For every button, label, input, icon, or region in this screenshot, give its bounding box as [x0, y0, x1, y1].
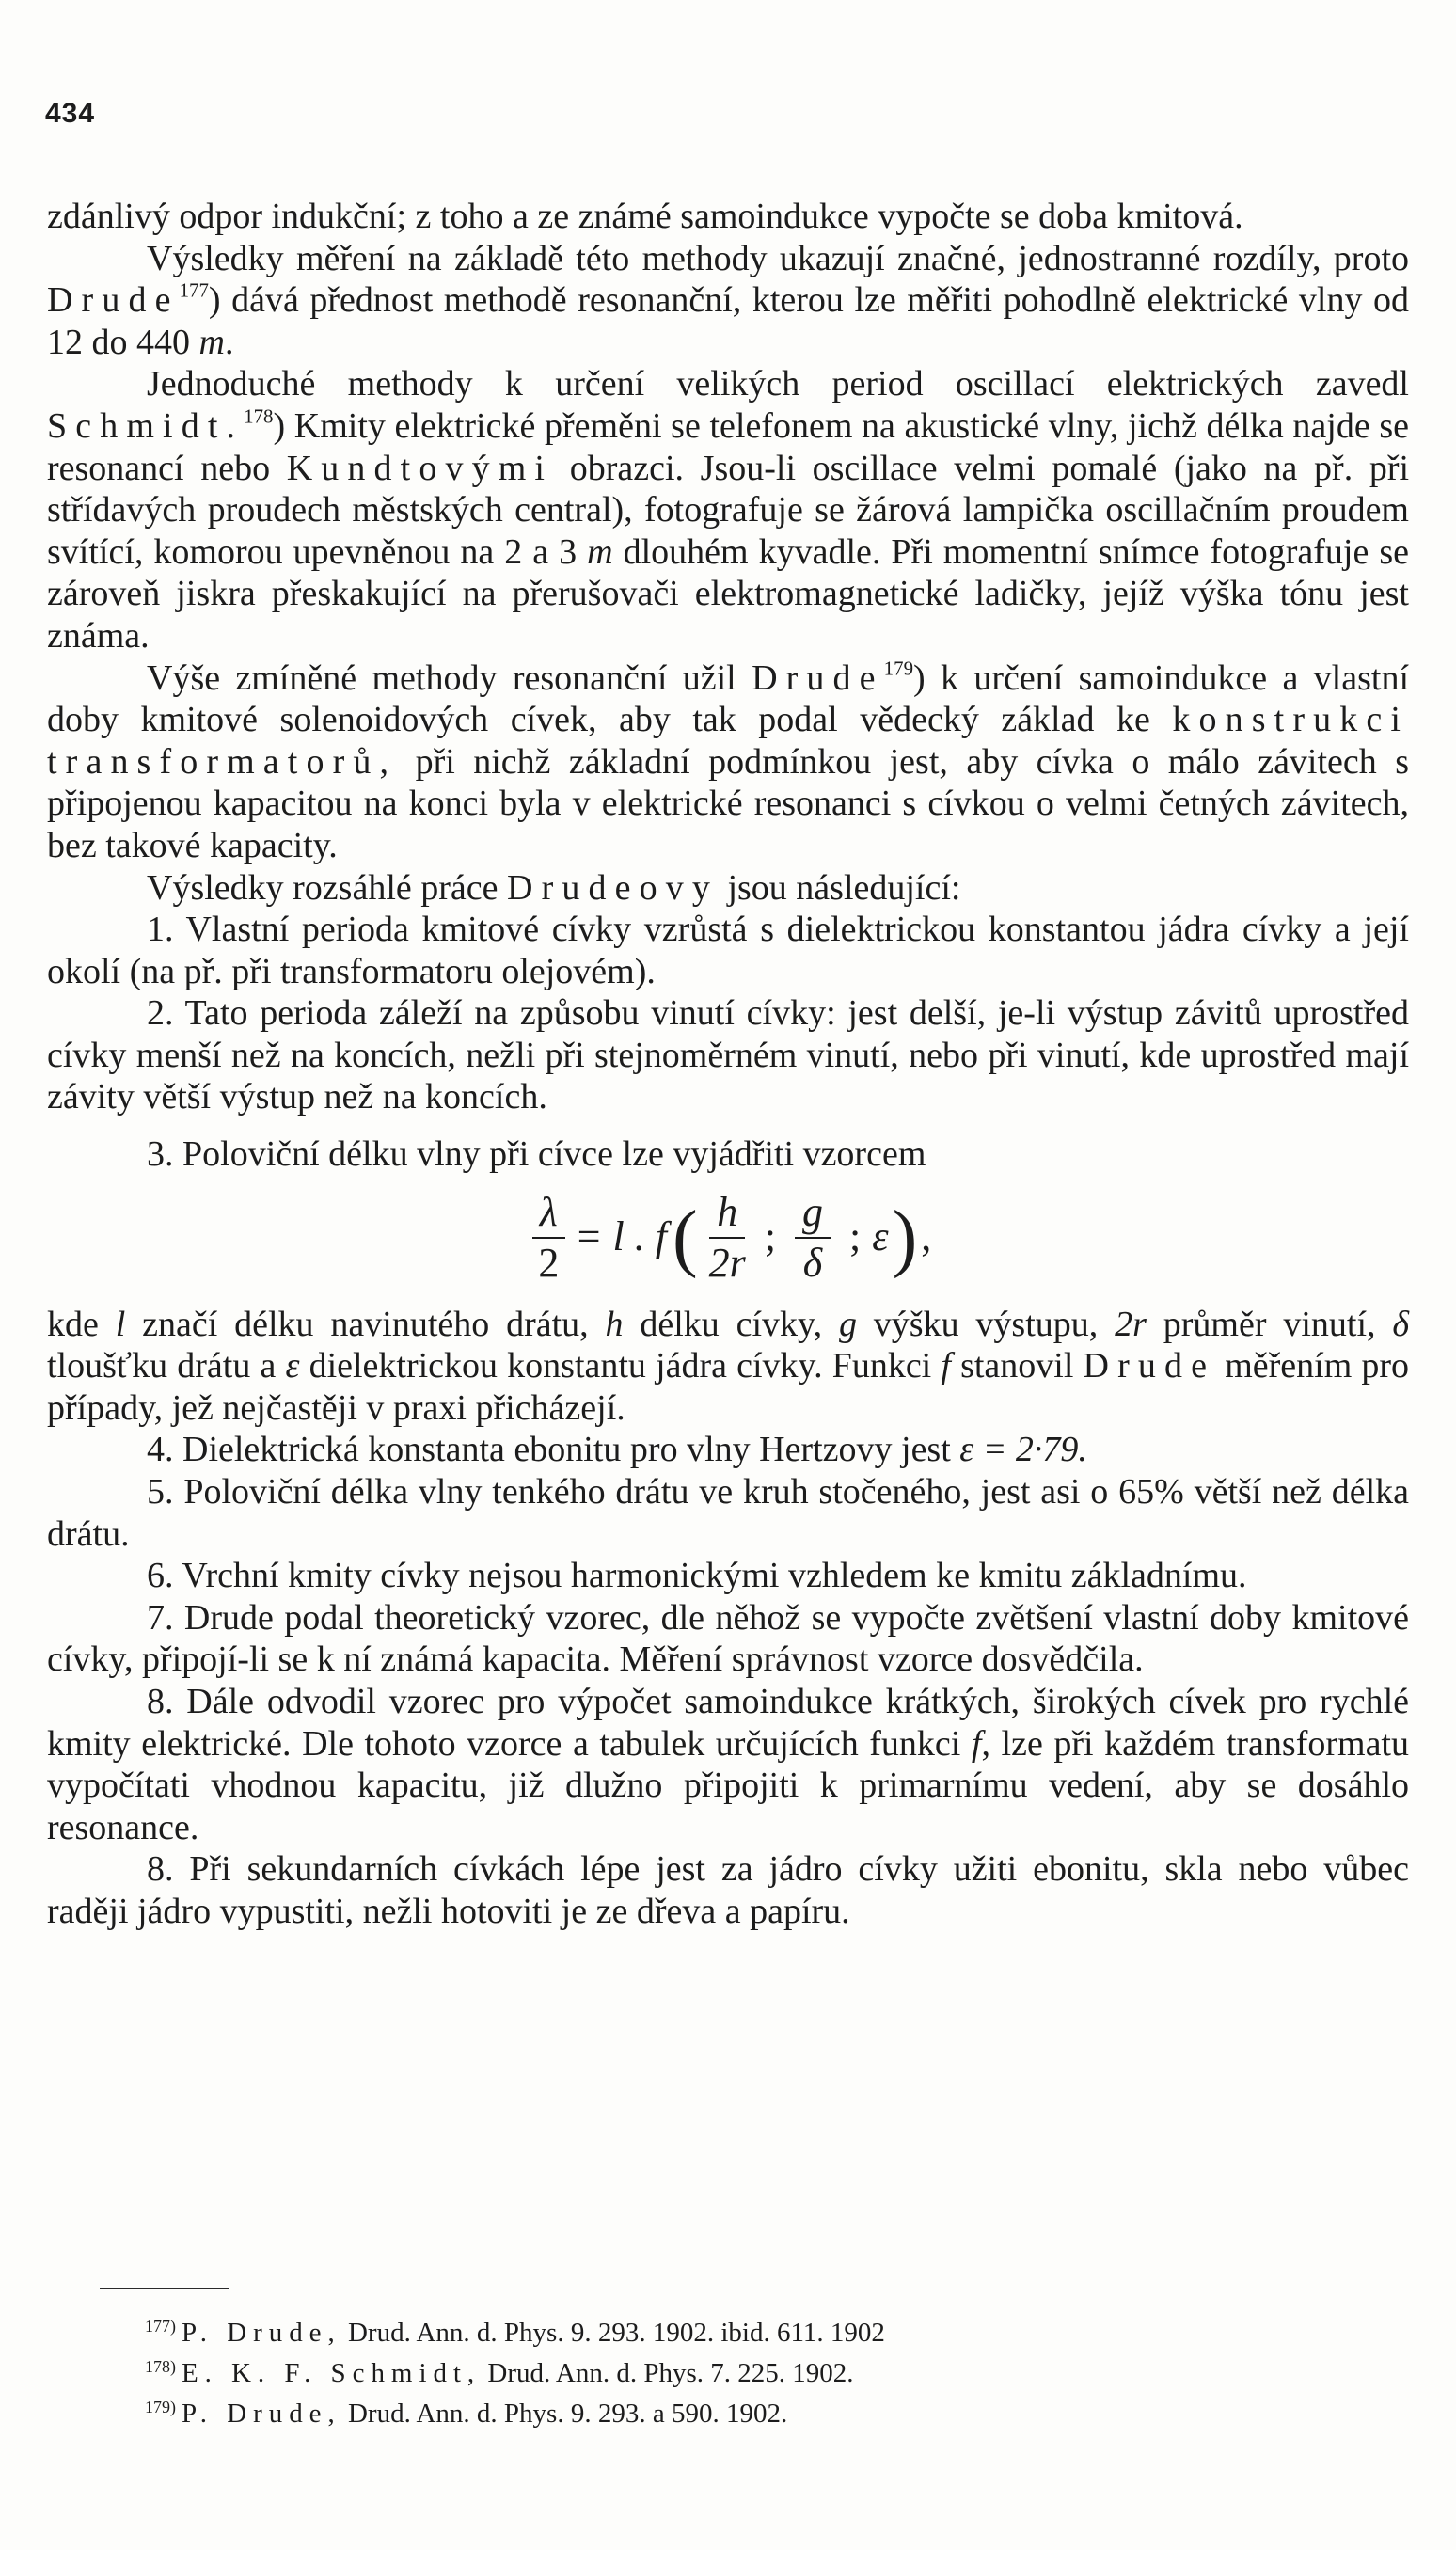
list-item-1: 1. Vlastní perioda kmitové cívky vzrůstá s dielektrickou konstantou jádra cívky a její okolí (na př. při transformatoru olejovém).: [47, 910, 1409, 991]
footnote-ref: 179: [883, 656, 914, 679]
formula: $\frac{\lambda}{2}$ = l . f ( $\frac{h}{2r}$ ; $\frac{g}{\delta}$ ; ε ) ,: [47, 1181, 1409, 1294]
paragraph-3: Jednoduché methody k určení velikých period oscillací elektrických zavedl Schmidt.$^{178}$) Kmity elektrické přeměni se telefonem na akustické vlny, jichž délka najde se resonancí nebo Kundtovými obrazci. Jsou-li oscillace velmi pomalé (jako na př. při střídavých proudech městských central), fotografuje se žárová lampička oscillačním proudem svítící, komorou upevněnou na 2 a 3 m dlouhém kyvadle. Při momentní snímce fotografuje se zároveň jiskra přeskakující na přerušovači elektromagnetické ladičky, jejíž výška tónu jest známa.: [47, 364, 1410, 656]
formula-lhs: $\frac{\lambda}{2}$: [532, 1192, 565, 1284]
footnote-ref: 177: [179, 278, 209, 302]
paragraph-4: Výše zmíněné methody resonanční užil Drude$^{179}$) k určení samoindukce a vlastní doby kmitové solenoidových cívek, aby tak podal vědecký základ ke konstrukci transformatorů, při nichž základní podmínkou jest, aby cívka o málo závitech s připojenou kapacitou na konci byla v elektrické resonanci s cívkou o velmi četných závitech, bez takové kapacity.: [47, 656, 1410, 865]
list-item-6: 6. Vrchní kmity cívky nejsou harmonickými vzhledem ke kmitu základnímu.: [147, 1556, 1247, 1596]
author-name: Drude: [752, 657, 884, 698]
list-item-5: 5. Poloviční délka vlny tenkého drátu ve kruh stočeného, jest asi o 65% větší než délka drátu.: [47, 1472, 1410, 1554]
footnote-178: $^{178)}$ E. K. F. Schmidt, Drud. Ann. d. Phys. 7. 225. 1902.: [145, 2356, 854, 2388]
main-text: [47, 196, 1409, 1933]
emphasis: Kundtovými: [286, 448, 554, 488]
list-item-8: 8. Dále odvodil vzorec pro výpočet samoindukce krátkých, širokých cívek pro rychlé kmity elektrické. Dle tohoto vzorce a tabulek určujících funkci f, lze při každém transformatu vypočítati vhodnou kapacitu, již dlužno připojiti k primarnímu vedení, aby se dosáhlo resonance.: [47, 1682, 1409, 1847]
footnote-divider: [100, 2288, 229, 2289]
footnote-ref: 178: [244, 404, 274, 428]
paragraph-1: zdánlivý odpor indukční; z toho a ze známé samoindukce vypočte se doba kmitová.: [47, 197, 1243, 236]
author-name: Drude: [1083, 1346, 1216, 1386]
list-item-7: 7. Drude podal theoretický vzorec, dle něhož se vypočte zvětšení vlastní doby kmitové cívky, připojí-li se k ní známá kapacita. Měření správnost vzorce dosvědčila.: [47, 1597, 1409, 1680]
list-item-2: 2. Tato perioda záleží na způsobu vinutí cívky: jest delší, je-li výstup závitů uprostřed cívky menší než na koncích, nežli při stejnoměrném vinutí, nebo při vinutí, kde uprostřed mají závity větší výstup než na koncích.: [47, 993, 1409, 1117]
paragraph-6: kde l značí délku navinutého drátu, h délku cívky, g výšku výstupu, 2r průměr vinutí, δ tloušťku drátu a ε dielektrickou konstantu jádra cívky. Funkci f stanovil Drude měřením pro případy, jež nejčastěji v praxi přicházejí.: [47, 1304, 1410, 1428]
list-item-4: 4. Dielektrická konstanta ebonitu pro vlny Hertzovy jest ε = 2·79.: [147, 1430, 1087, 1470]
author-name: Drudeovy: [507, 867, 719, 908]
paragraph-5: Výsledky rozsáhlé práce Drudeovy jsou následující:: [147, 867, 961, 908]
footnote-179: $^{179)}$ P. Drude, Drud. Ann. d. Phys. 9. 293. a 590. 1902.: [145, 2397, 788, 2429]
emphasis: konstrukci transformatorů,: [47, 700, 1409, 782]
author-name: Schmidt.: [47, 405, 245, 446]
footnotes: [145, 2309, 1368, 2431]
paragraph-2: Výsledky měření na základě této methody ukazují značné, jednostranné rozdíly, proto Drude$^{177}$) dává přednost methodě resonanční, kterou lze měřiti pohodlně elektrické vlny od 12 do 440 m.: [47, 238, 1409, 362]
author-name: Drude: [47, 280, 180, 321]
list-item-3: 3. Poloviční délku vlny při cívce lze vyjádřiti vzorcem: [147, 1134, 926, 1175]
footnote-177: $^{177)}$ P. Drude, Drud. Ann. d. Phys. 9. 293. 1902. ibid. 611. 1902: [145, 2317, 885, 2348]
list-item-9: 8. Při sekundarních cívkách lépe jest za jádro cívky užiti ebonitu, skla nebo vůbec raději jádro vypustiti, nežli hotoviti je ze dřeva a papíru.: [47, 1849, 1409, 1931]
page-number: 434: [45, 98, 96, 129]
